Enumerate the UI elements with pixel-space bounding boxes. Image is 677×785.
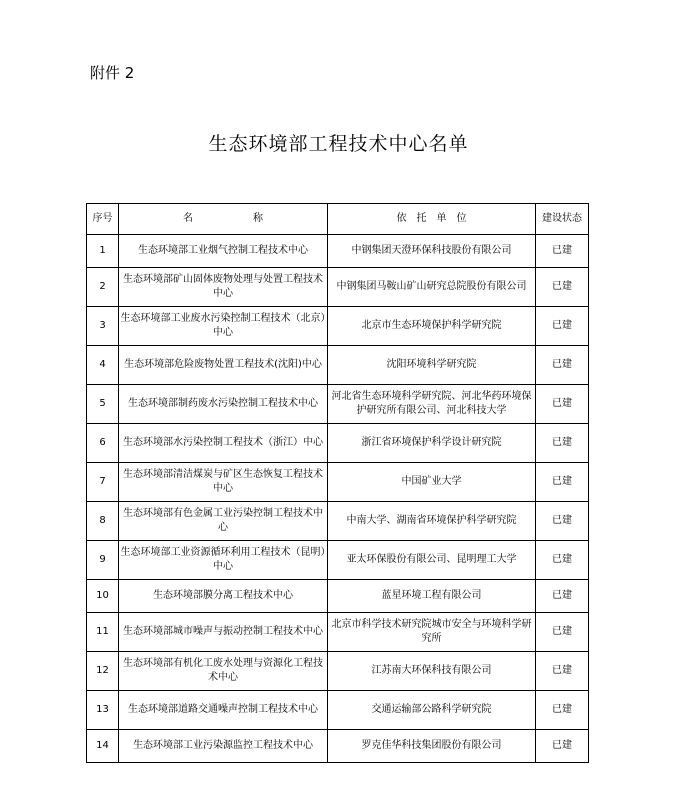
header-unit: 依 托 单 位 <box>328 204 536 235</box>
row-index: 4 <box>87 346 119 385</box>
row-host-unit: 罗克佳华科技集团股份有限公司 <box>328 730 536 763</box>
center-list-table <box>86 203 589 763</box>
row-host-unit: 江苏南大环保科技有限公司 <box>328 652 536 691</box>
row-status: 已建 <box>536 730 589 763</box>
table-row <box>87 652 589 691</box>
row-status: 已建 <box>536 424 589 463</box>
row-index: 13 <box>87 691 119 730</box>
row-index: 7 <box>87 463 119 502</box>
table-row <box>87 541 589 580</box>
row-center-name: 生态环境部工业烟气控制工程技术中心 <box>119 235 328 268</box>
row-index: 2 <box>87 268 119 307</box>
row-status: 已建 <box>536 652 589 691</box>
table-row <box>87 580 589 613</box>
row-index: 12 <box>87 652 119 691</box>
row-status: 已建 <box>536 307 589 346</box>
header-index: 序号 <box>87 204 119 235</box>
row-index: 1 <box>87 235 119 268</box>
row-center-name: 生态环境部制药废水污染控制工程技术中心 <box>119 385 328 424</box>
table-row <box>87 691 589 730</box>
row-status: 已建 <box>536 235 589 268</box>
table-row <box>87 235 589 268</box>
row-index: 11 <box>87 613 119 652</box>
row-status: 已建 <box>536 541 589 580</box>
row-center-name: 生态环境部道路交通噪声控制工程技术中心 <box>119 691 328 730</box>
table-header-row <box>87 204 589 235</box>
row-status: 已建 <box>536 691 589 730</box>
row-index: 14 <box>87 730 119 763</box>
row-index: 6 <box>87 424 119 463</box>
header-status: 建设状态 <box>536 204 589 235</box>
header-name: 名 称 <box>119 204 328 235</box>
row-index: 8 <box>87 502 119 541</box>
table-row <box>87 307 589 346</box>
row-center-name: 生态环境部有色金属工业污染控制工程技术中心 <box>119 502 328 541</box>
row-center-name: 生态环境部城市噪声与振动控制工程技术中心 <box>119 613 328 652</box>
row-status: 已建 <box>536 613 589 652</box>
row-host-unit: 蓝星环境工程有限公司 <box>328 580 536 613</box>
row-center-name: 生态环境部清洁煤炭与矿区生态恢复工程技术中心 <box>119 463 328 502</box>
row-center-name: 生态环境部膜分离工程技术中心 <box>119 580 328 613</box>
row-center-name: 生态环境部工业废水污染控制工程技术（北京）中心 <box>119 307 328 346</box>
table-row <box>87 385 589 424</box>
table-row <box>87 502 589 541</box>
table-row <box>87 346 589 385</box>
row-host-unit: 北京市生态环境保护科学研究院 <box>328 307 536 346</box>
row-index: 10 <box>87 580 119 613</box>
row-host-unit: 亚太环保股份有限公司、昆明理工大学 <box>328 541 536 580</box>
row-center-name: 生态环境部工业污染源监控工程技术中心 <box>119 730 328 763</box>
row-host-unit: 交通运输部公路科学研究院 <box>328 691 536 730</box>
row-index: 3 <box>87 307 119 346</box>
row-center-name: 生态环境部危险废物处置工程技术(沈阳)中心 <box>119 346 328 385</box>
table-row <box>87 613 589 652</box>
row-center-name: 生态环境部水污染控制工程技术（浙江）中心 <box>119 424 328 463</box>
row-host-unit: 河北省生态环境科学研究院、河北华药环境保护研究所有限公司、河北科技大学 <box>328 385 536 424</box>
row-status: 已建 <box>536 268 589 307</box>
row-host-unit: 北京市科学技术研究院城市安全与环境科学研究所 <box>328 613 536 652</box>
table-row <box>87 463 589 502</box>
table-row <box>87 268 589 307</box>
table-row <box>87 424 589 463</box>
row-center-name: 生态环境部有机化工废水处理与资源化工程技术中心 <box>119 652 328 691</box>
row-center-name: 生态环境部工业资源循环利用工程技术（昆明）中心 <box>119 541 328 580</box>
row-status: 已建 <box>536 346 589 385</box>
row-host-unit: 中钢集团天澄环保科技股份有限公司 <box>328 235 536 268</box>
row-status: 已建 <box>536 502 589 541</box>
row-host-unit: 沈阳环境科学研究院 <box>328 346 536 385</box>
row-host-unit: 中南大学、湖南省环境保护科学研究院 <box>328 502 536 541</box>
row-host-unit: 中国矿业大学 <box>328 463 536 502</box>
row-status: 已建 <box>536 385 589 424</box>
row-center-name: 生态环境部矿山固体废物处理与处置工程技术中心 <box>119 268 328 307</box>
document-title: 生态环境部工程技术中心名单 <box>208 133 469 155</box>
row-host-unit: 中钢集团马鞍山矿山研究总院股份有限公司 <box>328 268 536 307</box>
table-row <box>87 730 589 763</box>
row-host-unit: 浙江省环境保护科学设计研究院 <box>328 424 536 463</box>
row-index: 9 <box>87 541 119 580</box>
row-status: 已建 <box>536 463 589 502</box>
attachment-label: 附件 2 <box>90 64 135 82</box>
row-status: 已建 <box>536 580 589 613</box>
row-index: 5 <box>87 385 119 424</box>
